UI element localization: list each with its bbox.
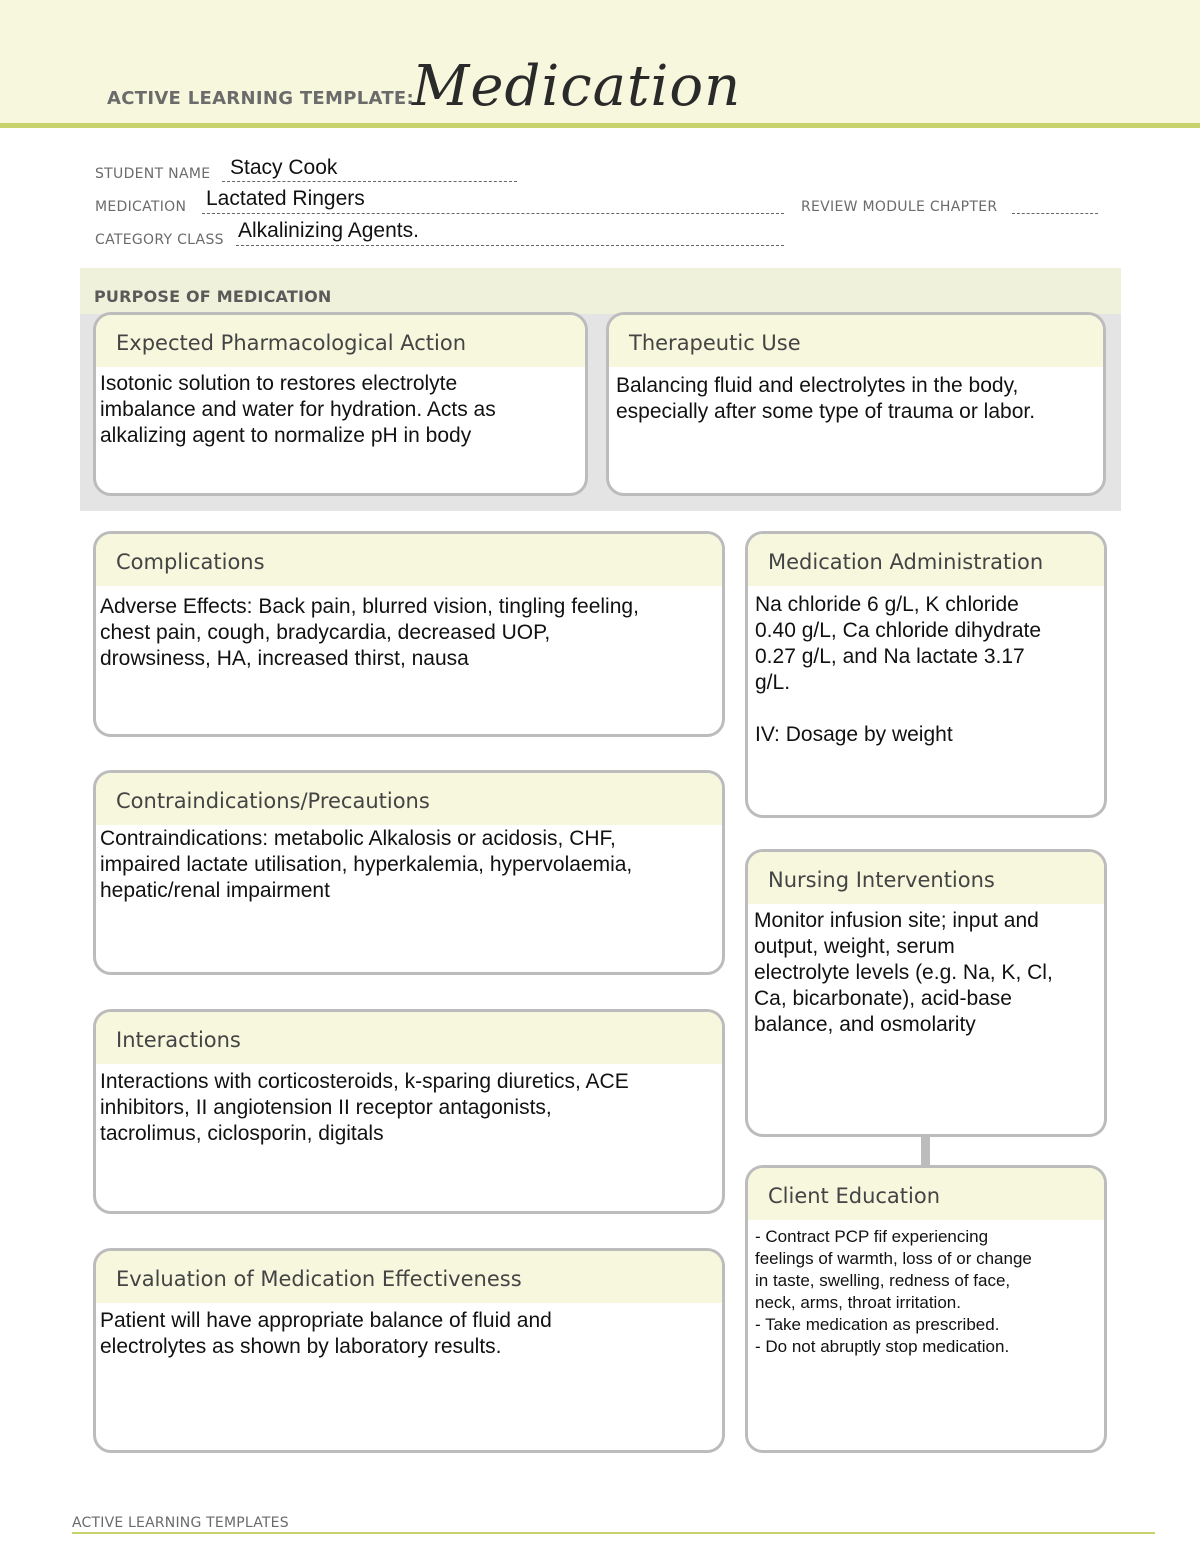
client-education-title: Client Education (748, 1168, 1104, 1220)
client-education-box (745, 1165, 1107, 1453)
medication-field[interactable]: Lactated Ringers (206, 187, 365, 210)
medication-label: MEDICATION (95, 199, 187, 215)
expected-action-text[interactable]: Isotonic solution to restores electrolyte imbalance and water for hydration. Acts as alkalizing agent to normalize pH in body (100, 372, 496, 447)
expected-action-title: Expected Pharmacological Action (96, 315, 585, 367)
interactions-text[interactable]: Interactions with corticosteroids, k-sparing diuretics, ACE inhibitors, II angiotension II receptor antagonists, tacrolimus, ciclosporin, digitals (100, 1070, 629, 1145)
administration-text[interactable]: Na chloride 6 g/L, K chloride 0.40 g/L, Ca chloride dihydrate 0.27 g/L, and Na lactate 3.17 g/L. IV: Dosage by weight (755, 593, 1042, 746)
interactions-title: Interactions (96, 1012, 722, 1064)
evaluation-title: Evaluation of Medication Effectiveness (96, 1251, 722, 1303)
client-education-text[interactable]: - Contract PCP fif experiencing feelings of warmth, loss of or change in taste, swelling, redness of face, neck, arms, throat irritation. - Take medication as prescribed. - Do not abruptly stop medication. (755, 1227, 1032, 1356)
contraindications-title: Contraindications/Precautions (96, 773, 722, 825)
template-label: ACTIVE LEARNING TEMPLATE: (107, 88, 414, 109)
review-module-label: REVIEW MODULE CHAPTER (801, 199, 998, 215)
purpose-section-label: PURPOSE OF MEDICATION (94, 287, 332, 306)
template-title: Medication (412, 54, 742, 119)
review-module-underline (1012, 213, 1098, 214)
student-name-label: STUDENT NAME (95, 166, 211, 182)
medication-underline (202, 213, 784, 214)
administration-box (745, 531, 1107, 818)
therapeutic-use-text[interactable]: Balancing fluid and electrolytes in the body, especially after some type of trauma or labor. (616, 374, 1036, 423)
category-class-field[interactable]: Alkalinizing Agents. (238, 219, 419, 242)
therapeutic-use-title: Therapeutic Use (609, 315, 1103, 367)
expected-action-box (93, 312, 588, 496)
evaluation-box (93, 1248, 725, 1453)
nursing-interventions-text[interactable]: Monitor infusion site; input and output, weight, serum electrolyte levels (e.g. Na, K, Cl, Ca, bicarbonate), acid-base balance, and osmolarity (754, 909, 1053, 1036)
contraindications-box (93, 770, 725, 975)
student-name-field[interactable]: Stacy Cook (230, 156, 338, 179)
complications-text[interactable]: Adverse Effects: Back pain, blurred vision, tingling feeling, chest pain, cough, bradycardia, decreased UOP, drowsiness, HA, increased thirst, nausa (100, 595, 639, 670)
evaluation-text[interactable]: Patient will have appropriate balance of fluid and electrolytes as shown by laboratory results. (100, 1309, 552, 1358)
footer-label: ACTIVE LEARNING TEMPLATES (72, 1515, 289, 1531)
therapeutic-use-box (606, 312, 1106, 496)
category-class-label: CATEGORY CLASS (95, 232, 224, 248)
header-rule (0, 123, 1200, 128)
category-class-underline (236, 245, 784, 246)
box-connector (921, 1136, 930, 1166)
student-name-underline (222, 181, 517, 182)
nursing-interventions-title: Nursing Interventions (748, 852, 1104, 904)
nursing-interventions-box (745, 849, 1107, 1137)
complications-title: Complications (96, 534, 722, 586)
administration-title: Medication Administration (748, 534, 1104, 586)
interactions-box (93, 1009, 725, 1214)
complications-box (93, 531, 725, 737)
contraindications-text[interactable]: Contraindications: metabolic Alkalosis or acidosis, CHF, impaired lactate utilisation, hyperkalemia, hypervolaemia, hepatic/renal impairment (100, 827, 633, 902)
footer-rule (72, 1532, 1155, 1534)
